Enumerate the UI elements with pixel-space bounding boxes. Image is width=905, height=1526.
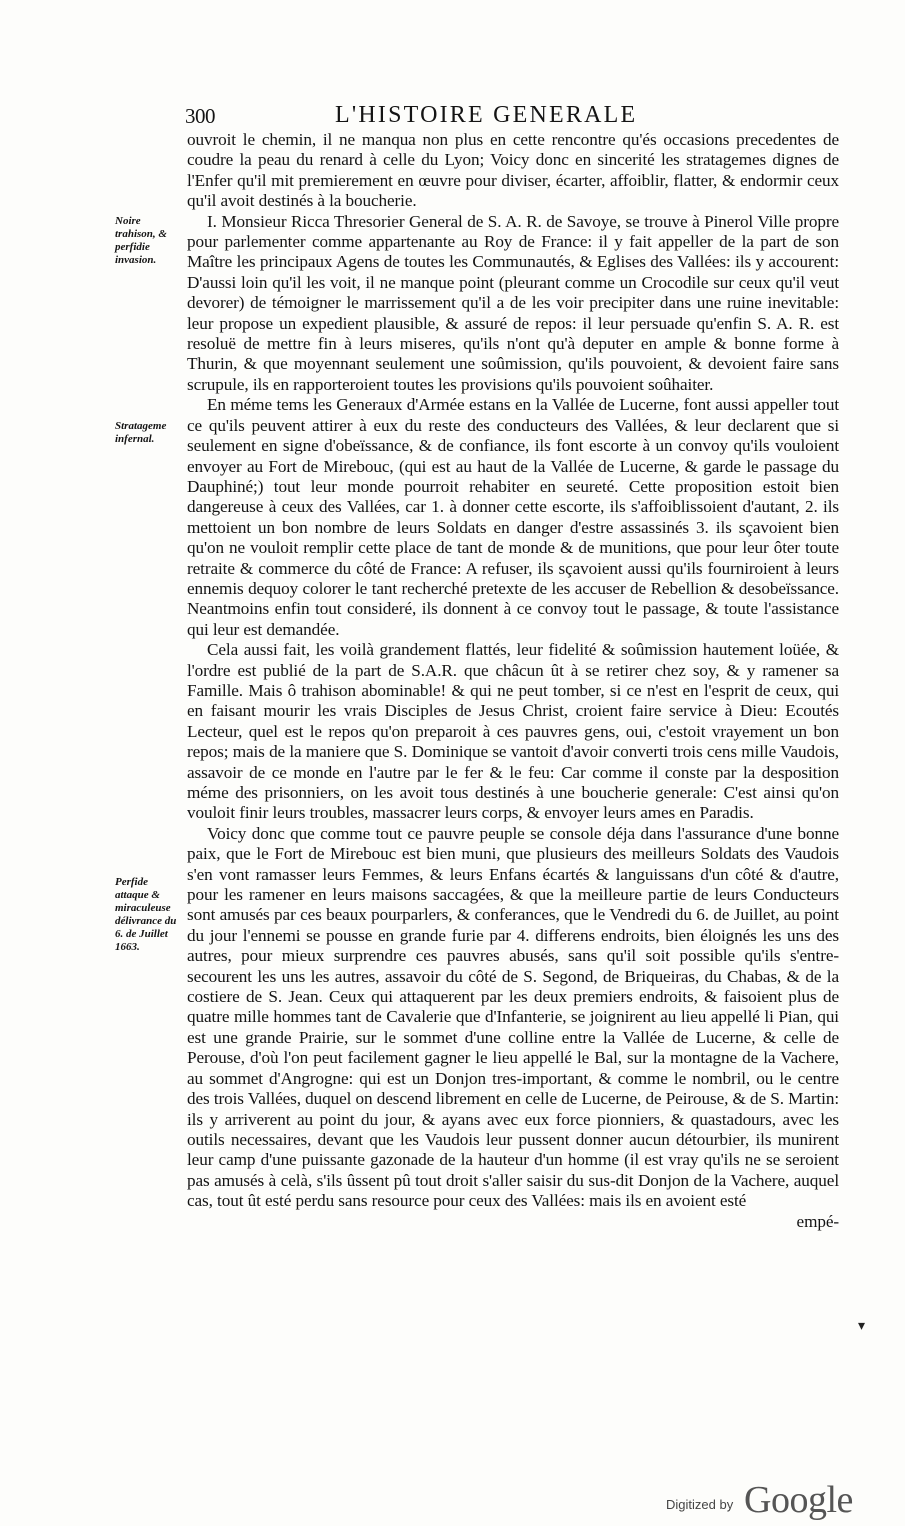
digitization-stamp	[666, 1478, 876, 1522]
margin-mark: ▾	[858, 1319, 866, 1334]
paragraph: Voicy donc que comme tout ce pauvre peuple se console déja dans l'assurance d'une bonne paix, que le Fort de Mirebouc est bien muni, que plusieurs des meilleurs Soldats des Vaudois s'en vont ramasser leurs Femmes, & leurs Enfans écartés & languissans d'un côté & d'autre, pour les ramener en leurs maisons saccagées, & que la meilleure partie de leurs Conducteurs sont amusés par ces beaux pourparlers, & conferances, que le Vendredi du 6. de Juillet, au point du jour l'ennemi se pousse en grande furie par 4. differens endroits, bien éloignés les uns des autres, pour mieux surprendre ces pauvres abusés, sans qu'il soit possible qu'ils s'entre-secourent les uns les autres, assavoir du côté de S. Segond, de Briqueiras, du Chabas, & de la costiere de S. Jean. Ceux qui attaquerent par les deux premiers endroits, & faisoient plus de quatre mille hommes tant de Cavalerie que d'Infanterie, se joignirent au lieu appellé li Pian, qui est une grande Prairie, sur le sommet d'une colline entre la Vallée de Lucerne, & celle de Perouse, d'où l'on peut facilement gagner le lieu appellé le Bal, sur la montagne de la Vachere, au sommet d'Angrogne: qui est un Donjon tres-important, & comme le nombril, ou le centre des trois Vallées, duquel on descend librement en celle de Lucerne, de Peirouse, & de S. Martin: ils y arriverent au point du jour, & ayans avec eux force pionniers, & quastadours, avec les outils necessaires, devant que les Vaudois leur pussent donner aucun détourbier, ils munirent leur camp d'une puissante gazonade de la hauteur d'un homme (il est vray qu'ils ne se seroient pas amusés à celà, s'ils ûssent pû tout droit s'aller saisir du sus-dit Donjon de la Vachere, auquel cas, tout ût esté perdu sans resource pour ceux des Vallées: mais ils en avoient esté	[187, 823, 839, 1211]
page-number: 300	[185, 104, 215, 128]
paragraph: ouvroit le chemin, il ne manqua non plus en cette rencontre qu'és occasions precedentes de coudre la peau du renard à celle du Lyon; Voicy donc en sincerité les stratagemes dignes de l'Enfer qu'il mit premierement en œuvre pour diviser, écarter, affoiblir, flatter, & endormir ceux qu'il avoit destinés à la boucherie.	[187, 130, 839, 211]
page-header	[185, 102, 840, 130]
margin-note: Stratageme infernal.	[115, 420, 167, 445]
running-title: L'HISTOIRE GENERALE	[335, 102, 638, 128]
google-logo: Google	[744, 1479, 853, 1521]
margin-note: Perfide attaque & miraculeuse délivrance du 6. de Juillet 1663.	[115, 876, 177, 953]
paragraph: I. Monsieur Ricca Thresorier General de S. A. R. de Savoye, se trouve à Pinerol Ville propre pour parlementer comme appartenante au Roy de France: il y fait appeller de la part de son Maître les principaux Agens de toutes les Communautés, & Eglises des Vallées: ils y accourent: D'aussi loin qu'il les voit, il ne manque point (pleurant comme un Crocodile sur ceux qu'il veut devorer) de témoigner le marrissement qu'il a de les voir precipiter dans une ruine inevitable: leur propose un expedient plausible, & assuré de repos: il leur persuade qu'enfin S. A. R. est resoluë de mettre fin à leurs miseres, qu'ils n'ont qu'à deputer en ample & bonne forme à Thurin, & que moyennant seulement une soûmission, qu'ils pouvoient, & devoient faire sans scrupule, ils en rapporteroient toutes les provisions qu'ils pouvoient soûhaiter.	[187, 211, 839, 394]
margin-note: Noire trahison, & perfidie invasion.	[115, 215, 167, 266]
paragraph: Cela aussi fait, les voilà grandement flattés, leur fidelité & soûmission hautement loüée, & l'ordre est publié de la part de S.A.R. que châcun ût à se retirer chez soy, & y ramener sa Famille. Mais ô trahison abominable! & qui ne peut tomber, si ce n'est en l'esprit de ceux, qui en faisant mourir les vrais Disciples de Jesus Christ, croient faire service à Dieu: Ecoutés Lecteur, quel est le repos qu'on preparoit à ces pauvres gens, oui, c'estoit vrayement un bon repos; mais de la maniere que S. Dominique se vantoit d'avoir converti trois cens mille Vaudois, assavoir de ce monde en l'autre par le fer & le feu: Car comme il conste par la desposition méme des prisonniers, on les avoit tous destinés à une boucherie generale: C'est ainsi qu'on vouloit finir leurs troubles, massacrer leurs corps, & envoyer leurs ames en Paradis.	[187, 640, 839, 823]
main-text	[187, 130, 839, 1232]
stamp-label: Digitized by	[666, 1497, 734, 1512]
catchword: empé-	[796, 1211, 839, 1231]
paragraph: En méme tems les Generaux d'Armée estans en la Vallée de Lucerne, font aussi appeller tout ce qu'ils peuvent attirer à eux du reste des conducteurs des Vallées, & leur declarent que si seulement en signe d'obeïssance, & de confiance, ils font escorte à un convoy qu'ils vouloient envoyer au Fort de Mirebouc, (qui est au haut de la Vallée de Lucerne, & garde le passage du Dauphiné;) tout leur monde pourroit rehabiter en seureté. Cette proposition estoit bien dangereuse à ceux des Vallées, car 1. à donner cette escorte, ils s'affoiblissoient d'autant, 2. ils mettoient un bon nombre de leurs Soldats en danger d'estre assassinés 3. ils sçavoient bien qu'on ne vouloit remplir cette place de tant de monde & de munitions, que pour leur ôter toute retraite & commerce du côté de France: A refuser, ils sçavoient aussi qu'ils fourniroient à leurs ennemis dequoy colorer le tant recherché pretexte de les accuser de Rebellion & desobeïssance. Neantmoins enfin tout consideré, ils donnent à ce convoy tout le passage, & toute l'assistance qui leur est demandée.	[187, 395, 839, 639]
